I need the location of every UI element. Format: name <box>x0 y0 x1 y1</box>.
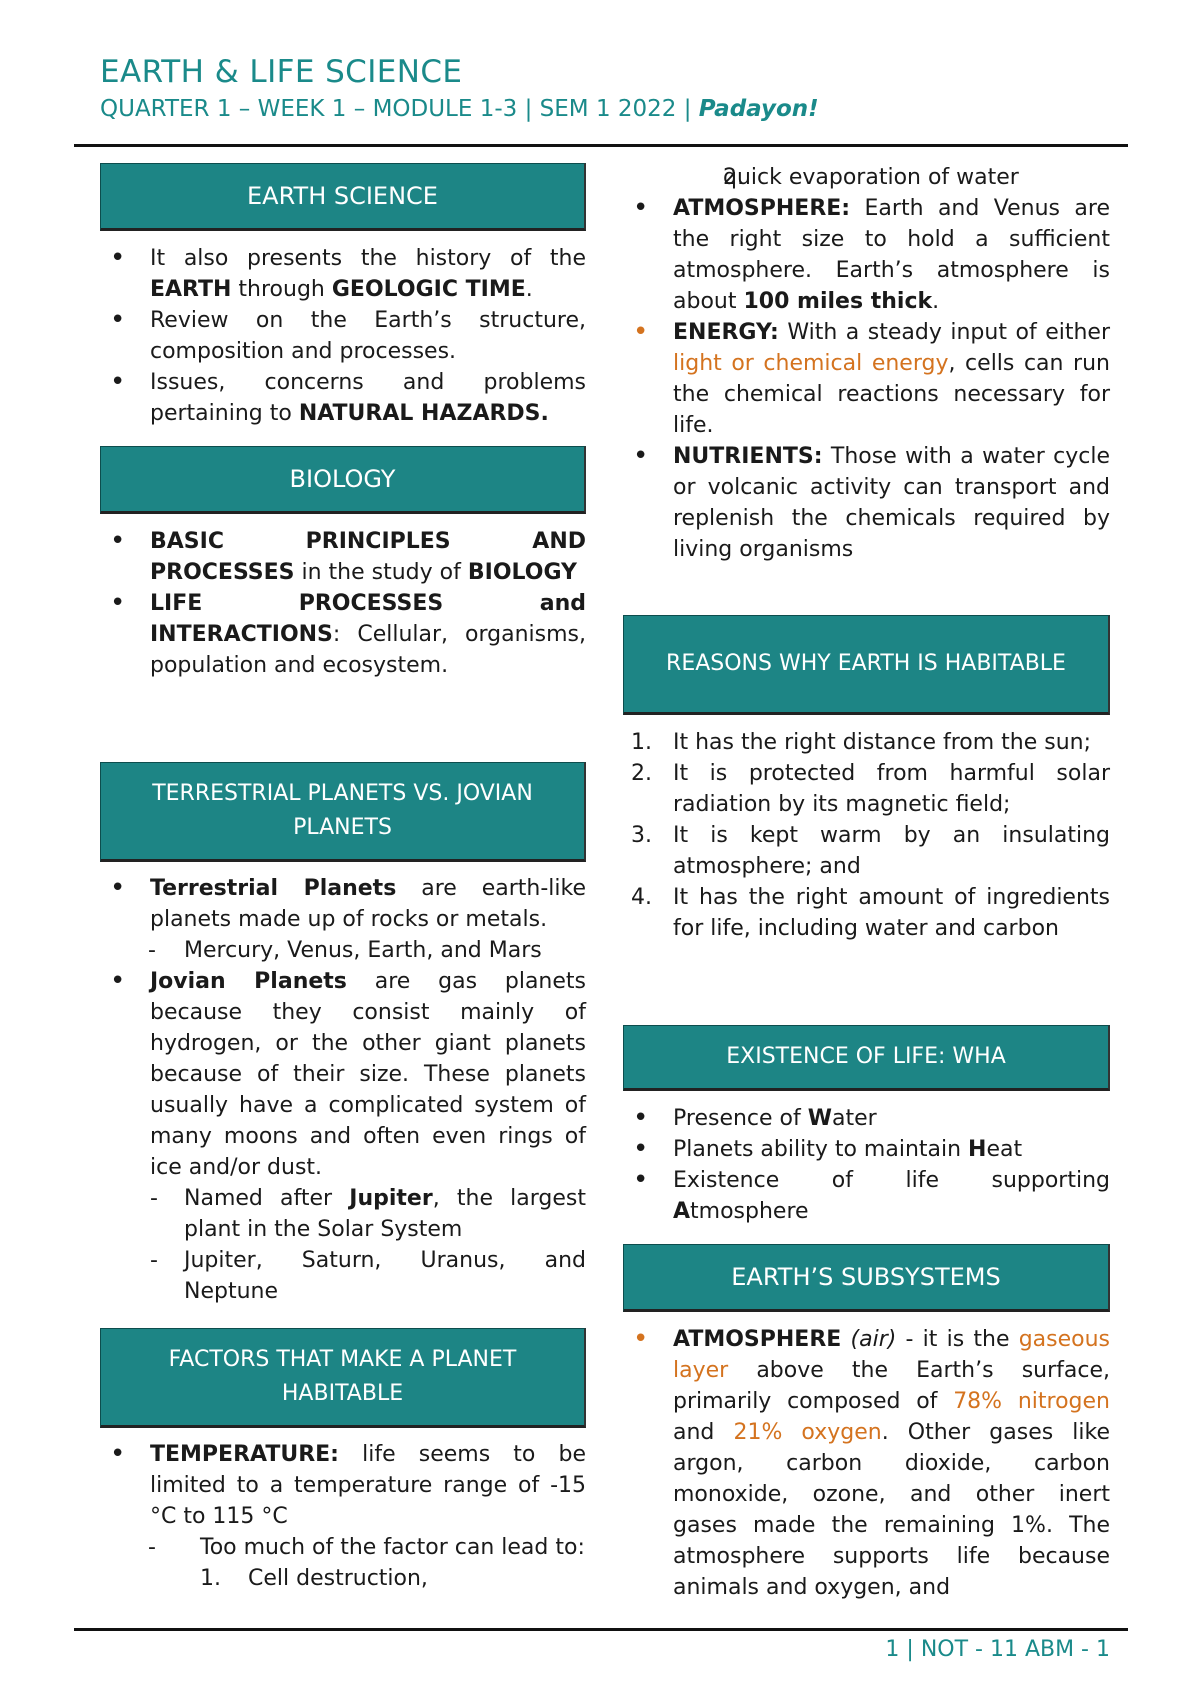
list-item: • ENERGY: With a steady input of either light or chemical energy, cells can run the chemical reactions necessary for life. <box>623 317 1110 441</box>
numbered-item: 3. It is kept warm by an insulating atmosphere; and <box>623 820 1110 882</box>
factors-list-continued <box>623 162 1110 565</box>
document-subtitle: QUARTER 1 – WEEK 1 – MODULE 1-3 | SEM 1 2022 | Padayon! <box>100 96 819 122</box>
page-footer: 1 | NOT - 11 ABM - 1 <box>885 1637 1110 1662</box>
list-item: • LIFE PROCESSES and INTERACTIONS: Cellular, organisms, population and ecosystem. <box>100 588 586 681</box>
footer-divider <box>74 1628 1128 1631</box>
list-item: • BASIC PRINCIPLES AND PROCESSES in the study of BIOLOGY <box>100 526 586 588</box>
section-heading-reasons: REASONS WHY EARTH IS HABITABLE <box>623 615 1110 715</box>
section-heading-subsystems: EARTH’S SUBSYSTEMS <box>623 1244 1110 1312</box>
biology-list <box>100 526 586 681</box>
sub-list-item: - Named after Jupiter, the largest plant in the Solar System <box>100 1183 586 1245</box>
section-heading-biology: BIOLOGY <box>100 446 586 514</box>
factors-list <box>100 1439 586 1594</box>
numbered-item: 2. quick evaporation of water <box>623 162 1110 193</box>
sub-list-item: - Jupiter, Saturn, Uranus, and Neptune <box>100 1245 586 1307</box>
list-item: • ATMOSPHERE (air) - it is the gaseous layer above the Earth’s surface, primarily composed of 78% nitrogen and 21% oxygen. Other gases like argon, carbon dioxide, carbon monoxide, ozone, and other inert gases made the remaining 1%. The atmosphere supports life because animals and oxygen, and <box>623 1324 1110 1603</box>
header-divider <box>74 144 1128 147</box>
existence-list <box>623 1103 1110 1227</box>
list-item: • Existence of life supporting Atmosphere <box>623 1165 1110 1227</box>
numbered-item: 2. It is protected from harmful solar radiation by its magnetic field; <box>623 758 1110 820</box>
document-title: EARTH & LIFE SCIENCE <box>100 54 463 90</box>
sub-list-item: - Mercury, Venus, Earth, and Mars <box>100 935 586 966</box>
list-item: • ATMOSPHERE: Earth and Venus are the right size to hold a sufficient atmosphere. Earth’s atmosphere is about 100 miles thick. <box>623 193 1110 317</box>
sub-list-item: - Too much of the factor can lead to: <box>100 1532 586 1563</box>
numbered-item: 1. Cell destruction, <box>100 1563 586 1594</box>
list-item: • It also presents the history of the EARTH through GEOLOGIC TIME. <box>100 243 586 305</box>
planets-list <box>100 873 586 1307</box>
list-item: • Jovian Planets are gas planets because they consist mainly of hydrogen, or the other giant planets because of their size. These planets usually have a complicated system of many moons and often even rings of ice and/or dust. <box>100 966 586 1183</box>
numbered-item: 4. It has the right amount of ingredients for life, including water and carbon <box>623 882 1110 944</box>
list-item: • NUTRIENTS: Those with a water cycle or volcanic activity can transport and replenish the chemicals required by living organisms <box>623 441 1110 565</box>
section-heading-earth-science: EARTH SCIENCE <box>100 163 586 231</box>
numbered-item: 1. It has the right distance from the sun; <box>623 727 1110 758</box>
list-item: • Planets ability to maintain Heat <box>623 1134 1110 1165</box>
section-heading-planets: TERRESTRIAL PLANETS VS. JOVIAN PLANETS <box>100 762 586 862</box>
earth-science-list <box>100 243 586 429</box>
section-heading-existence: EXISTENCE OF LIFE: WHA <box>623 1025 1110 1091</box>
list-item: • Terrestrial Planets are earth-like planets made up of rocks or metals. <box>100 873 586 935</box>
subsystems-list <box>623 1324 1110 1603</box>
list-item: • Issues, concerns and problems pertaining to NATURAL HAZARDS. <box>100 367 586 429</box>
list-item: • Review on the Earth’s structure, composition and processes. <box>100 305 586 367</box>
list-item: • Presence of Water <box>623 1103 1110 1134</box>
list-item: • TEMPERATURE: life seems to be limited to a temperature range of -15 °C to 115 °C <box>100 1439 586 1532</box>
reasons-list <box>623 727 1110 944</box>
section-heading-factors: FACTORS THAT MAKE A PLANET HABITABLE <box>100 1328 586 1428</box>
